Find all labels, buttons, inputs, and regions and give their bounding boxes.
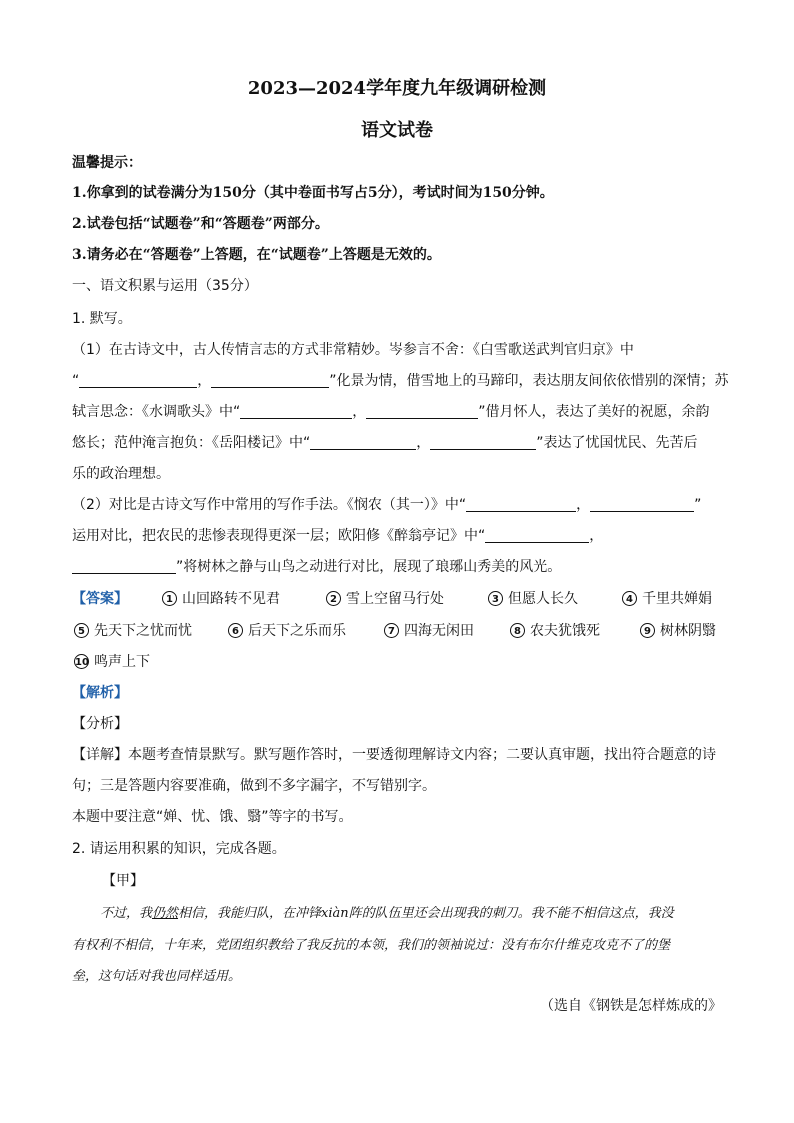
fill-blank[interactable] [72, 559, 176, 574]
answer-item-7: 7 四海无闲田 [384, 620, 474, 640]
fill-blank[interactable] [366, 404, 478, 419]
page-subtitle: 语文试卷 [361, 120, 433, 141]
excerpt-source: （选自《钢铁是怎样炼成的》 [540, 998, 722, 1014]
fill-blank[interactable] [79, 373, 197, 388]
circled-number: 3 [488, 591, 503, 606]
q1-p1-line5: 乐的政治理想。 [72, 466, 170, 482]
answer-item-10: 10 鸣声上下 [75, 654, 150, 670]
answer-item-9: 9 树林阴翳 [640, 620, 716, 640]
answer-label: 【答案】 [72, 591, 128, 607]
circled-number: 7 [384, 623, 399, 638]
q2-stem: 2. 请运用积累的知识，完成各题。 [72, 841, 286, 857]
answer-item-2: 2 雪上空留马行处 [326, 588, 444, 608]
fill-blank[interactable] [240, 404, 352, 419]
fill-blank[interactable] [590, 497, 694, 512]
circled-number: 8 [510, 623, 525, 638]
notice-item-1: 1.你拿到的试卷满分为150分（其中卷面书写占5分），考试时间为150分钟。 [72, 185, 554, 201]
fill-blank[interactable] [211, 373, 329, 388]
passage-label: 【甲】 [102, 873, 144, 889]
circled-number: 2 [326, 591, 341, 606]
answer-item-3: 3 但愿人长久 [488, 588, 578, 608]
detail-line-1: 【详解】本题考查情景默写。默写题作答时，一要透彻理解诗文内容；二要认真审题，找出符合题意的诗 [72, 747, 716, 763]
circled-number: 5 [74, 623, 89, 638]
q1-p1-line1: （1）在古诗文中，古人传情言志的方式非常精妙。岑参言不舍：《白雪歌送武判官归京》中 [72, 342, 634, 358]
q1-p1-line2: “ ， ”化景为情，借雪地上的马蹄印，表达朋友间依依惜别的深情；苏 [72, 373, 729, 389]
notice-item-3: 3.请务必在“答题卷”上答题，在“试题卷”上答题是无效的。 [72, 247, 441, 263]
notice-item-2: 2.试卷包括“试题卷”和“答题卷”两部分。 [72, 216, 329, 232]
answer-item-6: 6 后天下之乐而乐 [228, 620, 346, 640]
fill-blank[interactable] [310, 435, 416, 450]
excerpt-line-1: 不过，我仍然相信，我能归队，在冲锋xiàn阵的队伍里还会出现我的刺刀。我不能不相信这点，我没 [100, 906, 674, 921]
analysis-label: 【解析】 [72, 685, 128, 701]
answer-item-1: 1 山回路转不见君 [162, 588, 280, 608]
fill-blank[interactable] [430, 435, 536, 450]
circled-number: 1 [162, 591, 177, 606]
q1-p1-line4: 悠长；范仲淹言抱负：《岳阳楼记》中“ ， ”表达了忧国忧民、先苦后 [72, 435, 698, 451]
excerpt-line-3: 垒，这句话对我也同样适用。 [72, 969, 242, 984]
notice-label: 温馨提示： [72, 155, 142, 171]
detail-note: 本题中要注意“婵、忧、饿、翳”等字的书写。 [72, 809, 353, 825]
circled-number: 4 [622, 591, 637, 606]
detail-line-2: 句；三是答题内容要准确，做到不多字漏字，不写错别字。 [72, 778, 436, 794]
fenxi-label: 【分析】 [72, 716, 128, 732]
q1-p2-line3: ”将树林之静与山鸟之动进行对比，展现了琅琊山秀美的风光。 [72, 556, 722, 576]
circled-number: 9 [640, 623, 655, 638]
q1-p2-line2: 运用对比，把农民的悲惨表现得更深一层；欧阳修《醉翁亭记》中“ ， [72, 528, 604, 544]
fill-blank[interactable] [466, 497, 576, 512]
underlined-word: 仍然 [152, 906, 179, 921]
answer-item-4: 4 千里共婵娟 [622, 588, 712, 608]
circled-number: 6 [228, 623, 243, 638]
q1-p1-line3: 轼言思念：《水调歌头》中“ ， ”借月怀人，表达了美好的祝愿，余韵 [72, 404, 710, 420]
excerpt-line-2: 有权利不相信，十年来，党团组织教给了我反抗的本领，我们的领袖说过：没有布尔什维克攻克不了的堡 [72, 938, 671, 953]
page-title: 2023—2024学年度九年级调研检测 [247, 78, 547, 99]
answer-item-8: 8 农夫犹饿死 [510, 620, 600, 640]
fill-blank[interactable] [485, 528, 589, 543]
answer-item-5: 5 先天下之忧而忧 [74, 620, 192, 640]
circled-number: 10 [74, 654, 89, 669]
q1-stem: 1. 默写。 [72, 311, 132, 327]
q1-p2-line1: （2）对比是古诗文写作中常用的写作手法。《悯农（其一）》中“ ， ” [72, 497, 702, 513]
section-heading: 一、语文积累与运用（35分） [72, 278, 258, 294]
